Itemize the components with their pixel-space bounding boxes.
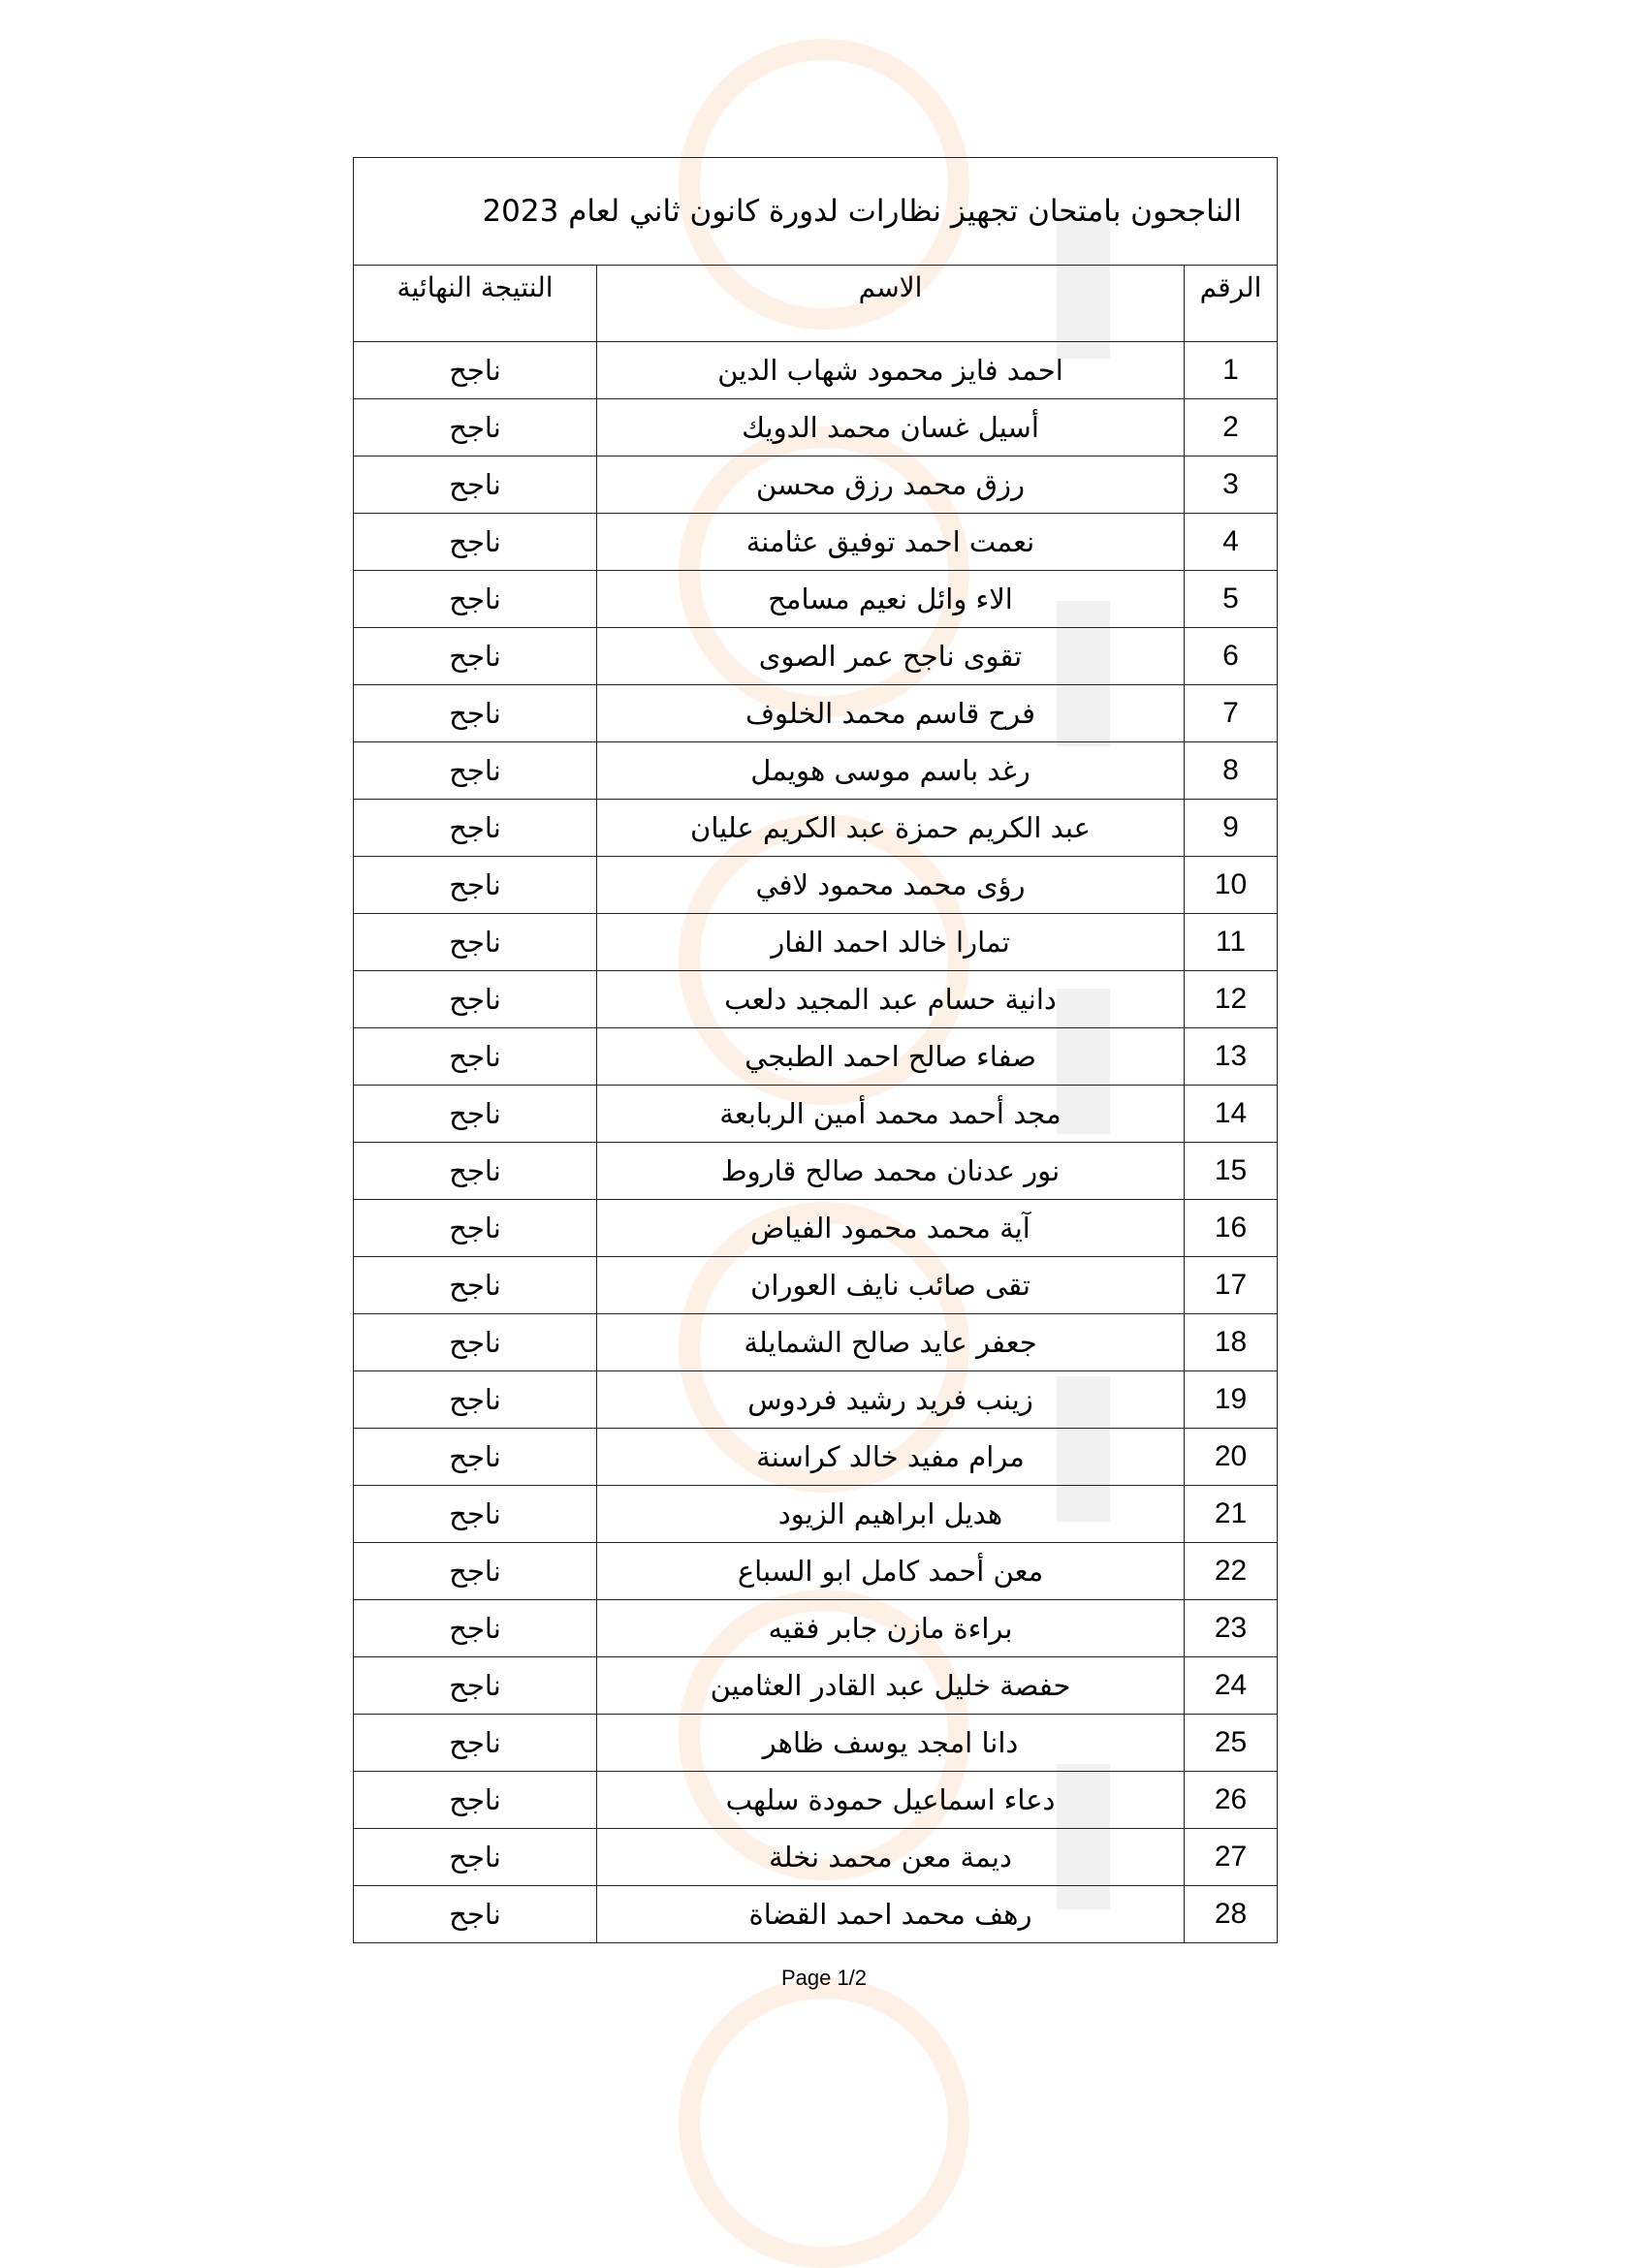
row-number: 18 (1185, 1314, 1278, 1371)
table-row (354, 971, 1278, 1028)
column-header-number: الرقم (1185, 266, 1278, 342)
table-row (354, 1200, 1278, 1257)
table-row (354, 857, 1278, 914)
row-number: 12 (1185, 971, 1278, 1028)
table-row (354, 1314, 1278, 1371)
row-result: ناجح (354, 399, 597, 457)
row-number: 11 (1185, 914, 1278, 971)
row-result: ناجح (354, 971, 597, 1028)
row-name: ديمة معن محمد نخلة (597, 1829, 1185, 1886)
table-row (354, 1657, 1278, 1715)
page-number: Page 1/2 (780, 1966, 868, 1990)
row-name: جعفر عايد صالح الشمايلة (597, 1314, 1185, 1371)
row-number: 24 (1185, 1657, 1278, 1715)
table-row (354, 514, 1278, 571)
table-row (354, 399, 1278, 457)
row-number: 27 (1185, 1829, 1278, 1886)
table-row (354, 1772, 1278, 1829)
row-number: 2 (1185, 399, 1278, 457)
row-result: ناجح (354, 742, 597, 800)
row-result: ناجح (354, 1543, 597, 1600)
row-number: 26 (1185, 1772, 1278, 1829)
row-result: ناجح (354, 1257, 597, 1314)
row-result: ناجح (354, 1314, 597, 1371)
table-row (354, 1600, 1278, 1657)
row-number: 25 (1185, 1715, 1278, 1772)
row-result: ناجح (354, 342, 597, 399)
row-number: 22 (1185, 1543, 1278, 1600)
row-result: ناجح (354, 1371, 597, 1429)
row-name: احمد فايز محمود شهاب الدين (597, 342, 1185, 399)
row-name: رؤى محمد محمود لافي (597, 857, 1185, 914)
watermark-clock-icon (679, 1977, 969, 2268)
row-result: ناجح (354, 457, 597, 514)
row-number: 28 (1185, 1886, 1278, 1943)
table-row (354, 1429, 1278, 1486)
table-row (354, 1486, 1278, 1543)
row-result: ناجح (354, 1600, 597, 1657)
row-result: ناجح (354, 1200, 597, 1257)
row-name: نور عدنان محمد صالح قاروط (597, 1143, 1185, 1200)
table-row (354, 1028, 1278, 1086)
row-result: ناجح (354, 1028, 597, 1086)
row-number: 15 (1185, 1143, 1278, 1200)
table-row (354, 800, 1278, 857)
table-row (354, 685, 1278, 742)
row-result: ناجح (354, 685, 597, 742)
row-result: ناجح (354, 1657, 597, 1715)
row-number: 13 (1185, 1028, 1278, 1086)
row-number: 4 (1185, 514, 1278, 571)
row-number: 16 (1185, 1200, 1278, 1257)
row-name: تقوى ناجح عمر الصوى (597, 628, 1185, 685)
table-row (354, 342, 1278, 399)
row-number: 9 (1185, 800, 1278, 857)
row-result: ناجح (354, 1886, 597, 1943)
row-result: ناجح (354, 914, 597, 971)
row-name: عبد الكريم حمزة عبد الكريم عليان (597, 800, 1185, 857)
row-number: 21 (1185, 1486, 1278, 1543)
row-name: الاء وائل نعيم مسامح (597, 571, 1185, 628)
row-number: 17 (1185, 1257, 1278, 1314)
row-name: آية محمد محمود الفياض (597, 1200, 1185, 1257)
row-name: رغد باسم موسى هويمل (597, 742, 1185, 800)
row-number: 1 (1185, 342, 1278, 399)
row-name: رزق محمد رزق محسن (597, 457, 1185, 514)
row-result: ناجح (354, 571, 597, 628)
row-result: ناجح (354, 1829, 597, 1886)
table-row (354, 1715, 1278, 1772)
row-name: صفاء صالح احمد الطبجي (597, 1028, 1185, 1086)
row-name: تمارا خالد احمد الفار (597, 914, 1185, 971)
row-name: مرام مفيد خالد كراسنة (597, 1429, 1185, 1486)
row-name: فرح قاسم محمد الخلوف (597, 685, 1185, 742)
row-number: 19 (1185, 1371, 1278, 1429)
row-result: ناجح (354, 514, 597, 571)
row-number: 20 (1185, 1429, 1278, 1486)
row-name: حفصة خليل عبد القادر العثامين (597, 1657, 1185, 1715)
row-number: 23 (1185, 1600, 1278, 1657)
row-name: دانا امجد يوسف ظاهر (597, 1715, 1185, 1772)
table-title: الناجحون بامتحان تجهيز نظارات لدورة كانون ثاني لعام 2023 (354, 158, 1278, 266)
results-table (353, 157, 1278, 1943)
row-name: هديل ابراهيم الزيود (597, 1486, 1185, 1543)
table-row (354, 1371, 1278, 1429)
row-number: 5 (1185, 571, 1278, 628)
row-result: ناجح (354, 1772, 597, 1829)
table-row (354, 1829, 1278, 1886)
column-header-result: النتيجة النهائية (354, 266, 597, 342)
row-name: نعمت احمد توفيق عثامنة (597, 514, 1185, 571)
row-result: ناجح (354, 1086, 597, 1143)
row-name: رهف محمد احمد القضاة (597, 1886, 1185, 1943)
table-row (354, 742, 1278, 800)
row-name: مجد أحمد محمد أمين الربابعة (597, 1086, 1185, 1143)
row-result: ناجح (354, 1715, 597, 1772)
row-name: دانية حسام عبد المجيد دلعب (597, 971, 1185, 1028)
row-number: 3 (1185, 457, 1278, 514)
table-row (354, 1143, 1278, 1200)
row-number: 8 (1185, 742, 1278, 800)
row-number: 10 (1185, 857, 1278, 914)
row-name: تقى صائب نايف العوران (597, 1257, 1185, 1314)
row-name: أسيل غسان محمد الدويك (597, 399, 1185, 457)
row-name: معن أحمد كامل ابو السباع (597, 1543, 1185, 1600)
table-row (354, 1886, 1278, 1943)
row-result: ناجح (354, 800, 597, 857)
table-row (354, 571, 1278, 628)
row-name: زينب فريد رشيد فردوس (597, 1371, 1185, 1429)
table-row (354, 1257, 1278, 1314)
table-row (354, 1543, 1278, 1600)
row-result: ناجح (354, 1429, 597, 1486)
row-number: 14 (1185, 1086, 1278, 1143)
table-row (354, 457, 1278, 514)
column-header-name: الاسم (597, 266, 1185, 342)
row-result: ناجح (354, 1143, 597, 1200)
row-result: ناجح (354, 857, 597, 914)
table-row (354, 1086, 1278, 1143)
table-row (354, 628, 1278, 685)
row-number: 6 (1185, 628, 1278, 685)
row-name: دعاء اسماعيل حمودة سلهب (597, 1772, 1185, 1829)
row-number: 7 (1185, 685, 1278, 742)
row-result: ناجح (354, 1486, 597, 1543)
table-row (354, 914, 1278, 971)
row-name: براءة مازن جابر فقيه (597, 1600, 1185, 1657)
row-result: ناجح (354, 628, 597, 685)
